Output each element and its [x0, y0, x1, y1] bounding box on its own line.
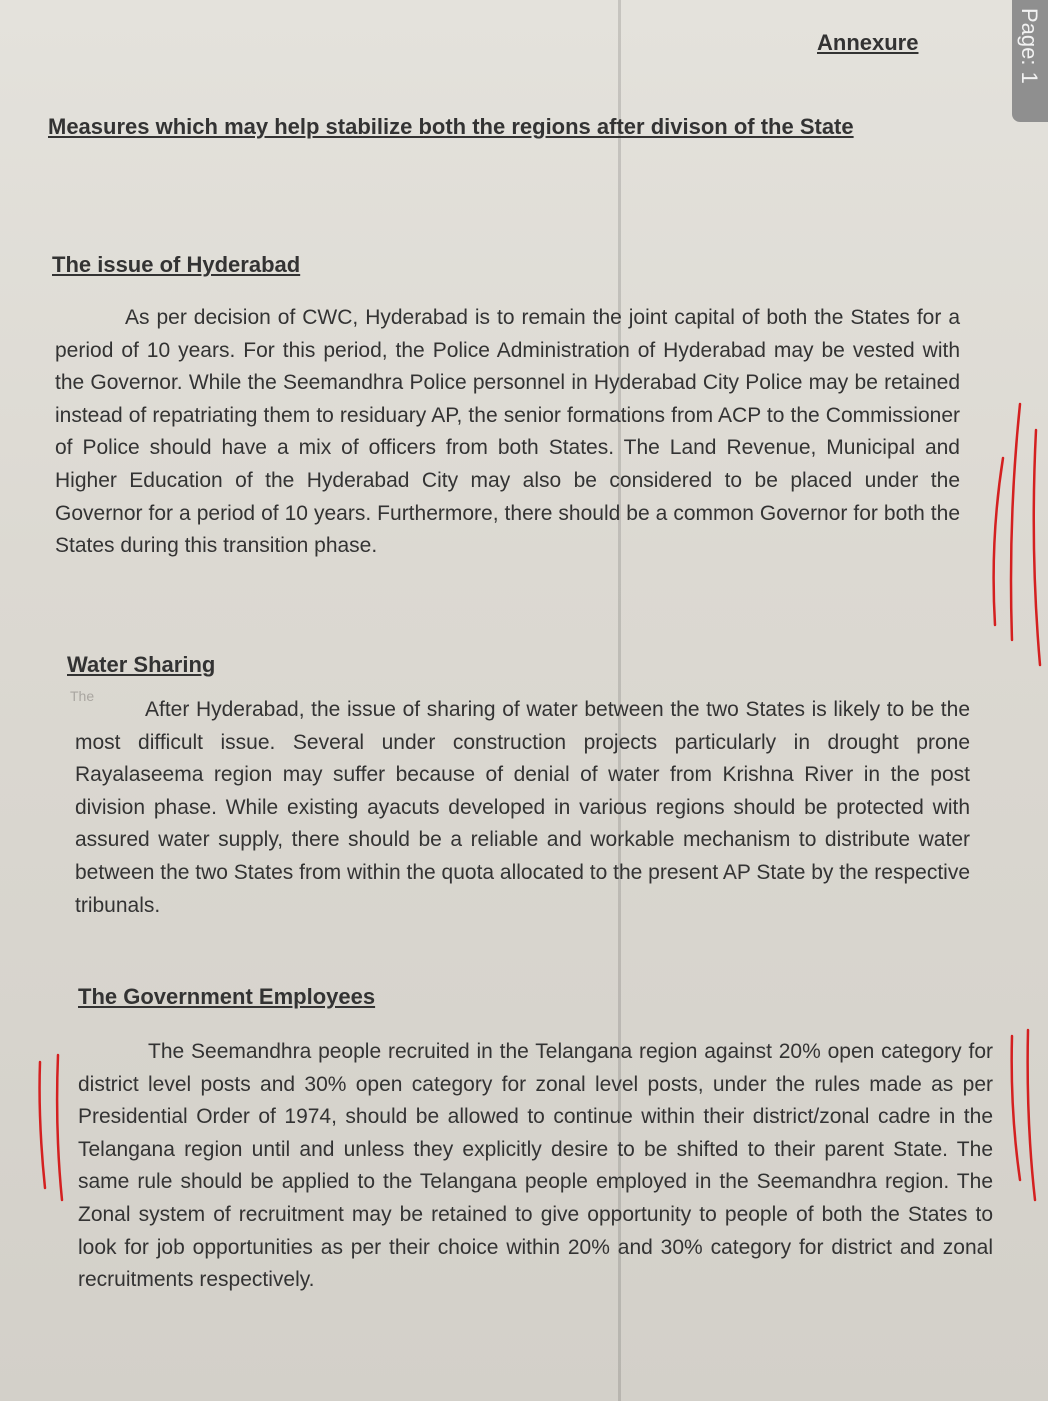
red-margin-mark — [1034, 430, 1040, 665]
annexure-label: Annexure — [817, 30, 919, 55]
section-body-hyderabad: As per decision of CWC, Hyderabad is to remain the joint capital of both the States for a period of 10 years. For this period, the Police Administration of Hyderabad may be vested with the Governor. While the Seemandhra Police personnel in Hyderabad City Police may be retained instead of repatriating them to residuary AP, the senior formations from ACP to the Commissioner of Police should have a mix of officers from both States. The Land Revenue, Municipal and Higher Education of the Hyderabad City may also be considered to be placed under the Governor for a period of 10 years. Furthermore, there should be a common Governor for both the States during this transition phase. — [55, 306, 960, 558]
document-title: Measures which may help stabilize both the regions after divison of the State — [48, 114, 854, 139]
section-heading-water-sharing: Water Sharing — [67, 652, 216, 677]
section-body-government-employees: The Seemandhra people recruited in the Telangana region against 20% open category for district level posts and 30% open category for zonal level posts, under the rules made as per Presidential Order of 1974, should be allowed to continue within their district/zonal cadre in the Telangana region until and unless they explicitly desire to be shifted to their parent State. The same rule should be applied to the Telangana people employed in the Seemandhra region. The Zonal system of recruitment may be retained to give opportunity to people of both the States to look for job opportunities as per their choice within 20% and 30% category for district and zonal recruitments respectively. — [78, 1040, 993, 1292]
faint-note: The — [70, 688, 95, 704]
red-margin-mark — [1012, 1036, 1020, 1180]
red-margin-mark — [57, 1055, 62, 1200]
red-margin-mark — [1028, 1030, 1035, 1200]
red-margin-mark — [1011, 404, 1020, 640]
section-heading-government-employees: The Government Employees — [78, 984, 376, 1009]
page-indicator-label: Page: 1 — [1017, 8, 1042, 84]
red-margin-mark — [994, 458, 1003, 625]
section-body-water-sharing: After Hyderabad, the issue of sharing of water between the two States is likely to be the most difficult issue. Several under construction projects particularly in drought prone Rayalaseema region may suffer because of denial of water from Krishna River in the post division phase. While existing ayacuts developed in various regions should be protected with assured water supply, there should be a reliable and workable mechanism to distribute water between the two States from within the quota allocated to the present AP State by the respective tribunals. — [75, 698, 970, 917]
section-heading-hyderabad: The issue of Hyderabad — [52, 252, 301, 277]
red-margin-mark — [40, 1062, 45, 1188]
